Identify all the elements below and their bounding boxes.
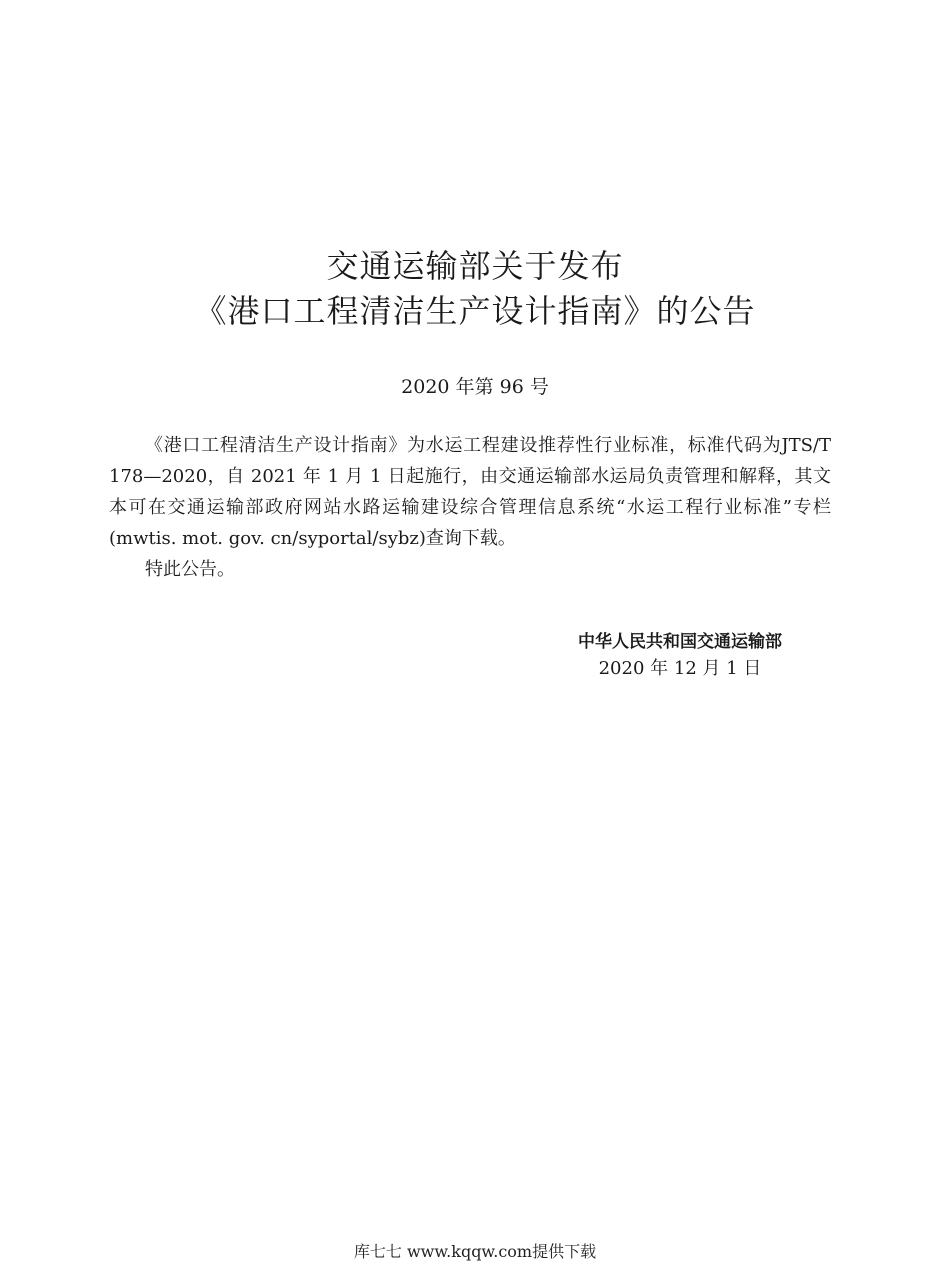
body-paragraph-2: 特此公告。 (145, 559, 235, 580)
signature-organization: 中华人民共和国交通运输部 (578, 632, 782, 652)
document-number: 2020 年第 96 号 (401, 376, 549, 398)
title-line-2: 《港口工程清洁生产设计指南》的公告 (194, 292, 756, 330)
title-line-1: 交通运输部关于发布 (326, 247, 624, 285)
announcement-body (109, 430, 831, 585)
body-paragraph-1: 《港口工程清洁生产设计指南》为水运工程建设推荐性行业标准，标准代码为JTS/T 178—2020，自 2021 年 1 月 1 日起施行，由交通运输部水运局负责管理和解释，其文本可在交通运输部政府网站水路运输建设综合管理信息系统“水运工程行业标准”专栏(mwtis. mot. gov. cn/syportal/sybz)查询下载。 (109, 435, 831, 549)
signature-date: 2020 年 12 月 1 日 (598, 658, 762, 679)
footer-watermark-text: 库七七 www.kqqw.com提供下载 (353, 1242, 597, 1261)
